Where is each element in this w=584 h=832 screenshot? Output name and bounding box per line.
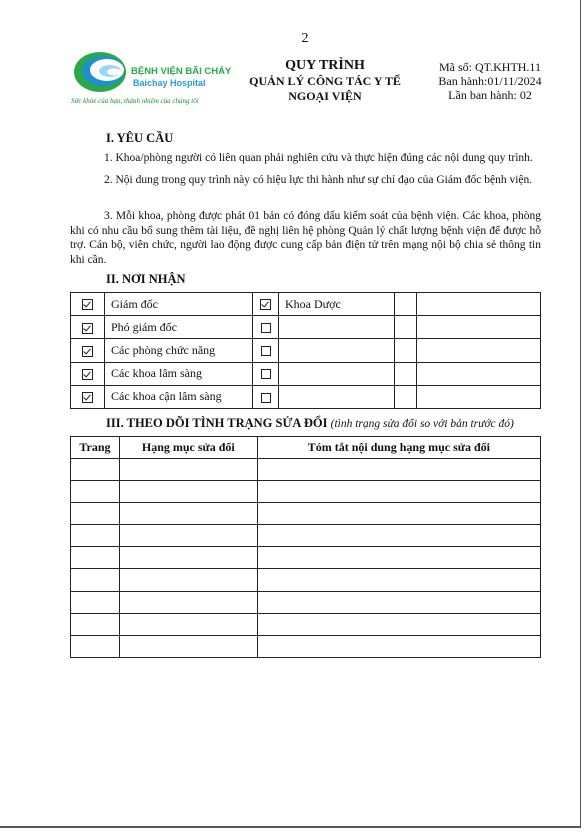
recipient-checkbox-right (253, 339, 279, 362)
section-3-heading-line (106, 416, 514, 431)
revision-row (71, 547, 541, 569)
recipient-checkbox-left (71, 362, 105, 385)
revision-row (71, 481, 541, 503)
checked-box-icon (82, 346, 93, 357)
revision-table-header (71, 437, 541, 459)
revision-row (71, 613, 541, 635)
revision-cell-summary (257, 547, 540, 569)
unchecked-box-icon (261, 393, 271, 403)
logo-slogan: Sức khỏe của bạn, thành nhiệm của chúng tôi (71, 97, 199, 105)
recipient-label-left: Phó giám đốc (105, 316, 253, 339)
recipient-label-left: Các khoa cận lâm sàng (105, 385, 253, 408)
recipient-label-left: Các khoa lâm sàng (105, 362, 253, 385)
column-header-item: Hạng mục sửa đổi (119, 437, 257, 459)
revision-cell-item (119, 547, 257, 569)
recipient-checkbox-right (253, 385, 279, 408)
recipient-extra-box (395, 385, 417, 408)
section-3-heading: III. THEO DÕI TÌNH TRẠNG SỬA ĐỔI (106, 416, 328, 430)
column-header-page: Trang (71, 437, 120, 459)
revision-row (71, 635, 541, 657)
recipient-row (71, 316, 541, 339)
revision-cell-summary (257, 503, 540, 525)
revision-cell-page (71, 591, 120, 613)
recipient-label-right (279, 362, 395, 385)
revision-cell-page (71, 459, 120, 481)
revision-cell-item (119, 481, 257, 503)
revision-cell-item (119, 591, 257, 613)
recipient-extra-box (395, 339, 417, 362)
recipient-extra-box (395, 316, 417, 339)
recipient-label-left: Giám đốc (105, 293, 253, 316)
recipient-label-left: Các phòng chức năng (105, 339, 253, 362)
revision-cell-page (71, 569, 120, 591)
revision-cell-page (71, 613, 120, 635)
revision-cell-summary (257, 613, 540, 635)
recipient-label-right (279, 339, 395, 362)
doc-subtitle-line1: QUẢN LÝ CÔNG TÁC Y TẾ (249, 74, 401, 88)
section-1-item-3: 3. Mỗi khoa, phòng được phát 01 bản có đóng dấu kiểm soát của bệnh viện. Các khoa, phòng khi có nhu cầu bổ sung thêm tài liệu, đề nghị liên hệ phòng Quản lý chất lượng bệnh viện để được hỗ trợ. Cán bộ, viên chức, người lao động được cung cấp bản điện tử trên mạng nội bộ chia sẻ thông tin khi cần. (70, 210, 541, 266)
checked-box-icon (82, 323, 93, 334)
unchecked-box-icon (261, 323, 271, 333)
revision-row (71, 591, 541, 613)
checked-box-icon (82, 369, 93, 380)
revision-cell-item (119, 525, 257, 547)
revision-cell-page (71, 547, 120, 569)
recipient-checkbox-left (71, 293, 105, 316)
revision-cell-item (119, 569, 257, 591)
recipient-extra-label (417, 362, 541, 385)
recipient-label-right: Khoa Dược (279, 293, 395, 316)
unchecked-box-icon (261, 346, 271, 356)
recipient-extra-label (417, 385, 541, 408)
recipient-extra-box (395, 293, 417, 316)
recipient-row (71, 293, 541, 316)
revision-row (71, 569, 541, 591)
recipient-checkbox-left (71, 385, 105, 408)
unchecked-box-icon (261, 369, 271, 379)
recipient-checkbox-right (253, 362, 279, 385)
revision-cell-summary (257, 591, 540, 613)
recipient-row (71, 339, 541, 362)
recipient-row (71, 362, 541, 385)
doc-issued: Ban hành:01/11/2024 (438, 74, 542, 88)
recipients-table (70, 292, 541, 409)
recipient-extra-box (395, 362, 417, 385)
doc-code: Mã số: QT.KHTH.11 (439, 60, 541, 74)
doc-subtitle (215, 74, 435, 104)
revision-cell-item (119, 635, 257, 657)
revision-table (70, 436, 541, 658)
revision-row (71, 503, 541, 525)
section-1-item-2: 2. Nội dung trong quy trình này có hiệu lực thi hành như sự chỉ đạo của Giám đốc bệnh viện. (104, 174, 533, 186)
revision-cell-summary (257, 481, 540, 503)
revision-cell-item (119, 459, 257, 481)
column-header-summary: Tóm tắt nội dung hạng mục sửa đổi (257, 437, 540, 459)
logo-subtitle: Baichay Hospital (133, 78, 206, 88)
revision-cell-summary (257, 569, 540, 591)
revision-cell-page (71, 481, 120, 503)
revision-row (71, 525, 541, 547)
doc-subtitle-line2: NGOẠI VIỆN (288, 89, 362, 103)
recipient-row (71, 385, 541, 408)
revision-cell-page (71, 525, 120, 547)
section-2-heading: II. NƠI NHẬN (106, 272, 186, 286)
doc-edition: Lần ban hành: 02 (448, 88, 532, 102)
recipient-label-right (279, 385, 395, 408)
checked-box-icon (82, 392, 93, 403)
revision-cell-page (71, 635, 120, 657)
section-1-heading: I. YÊU CẦU (106, 131, 174, 145)
doc-info (430, 60, 550, 102)
logo-name: BỆNH VIỆN BÃI CHÁY (131, 66, 232, 77)
page-number: 2 (301, 31, 309, 46)
revision-cell-summary (257, 525, 540, 547)
revision-row (71, 459, 541, 481)
section-3-note: (tình trạng sửa đổi so với bản trước đó) (330, 418, 514, 430)
revision-cell-item (119, 503, 257, 525)
revision-cell-summary (257, 459, 540, 481)
recipient-extra-label (417, 339, 541, 362)
revision-cell-item (119, 613, 257, 635)
recipient-extra-label (417, 293, 541, 316)
recipient-checkbox-right (253, 293, 279, 316)
checked-box-icon (260, 299, 271, 310)
checked-box-icon (82, 299, 93, 310)
recipient-label-right (279, 316, 395, 339)
revision-cell-summary (257, 635, 540, 657)
recipient-checkbox-left (71, 316, 105, 339)
recipient-checkbox-right (253, 316, 279, 339)
recipient-checkbox-left (71, 339, 105, 362)
recipient-extra-label (417, 316, 541, 339)
section-1-item-1: 1. Khoa/phòng người có liên quan phải nghiên cứu và thực hiện đúng các nội dung quy trình. (104, 152, 533, 164)
revision-cell-page (71, 503, 120, 525)
doc-title: QUY TRÌNH (285, 58, 365, 73)
